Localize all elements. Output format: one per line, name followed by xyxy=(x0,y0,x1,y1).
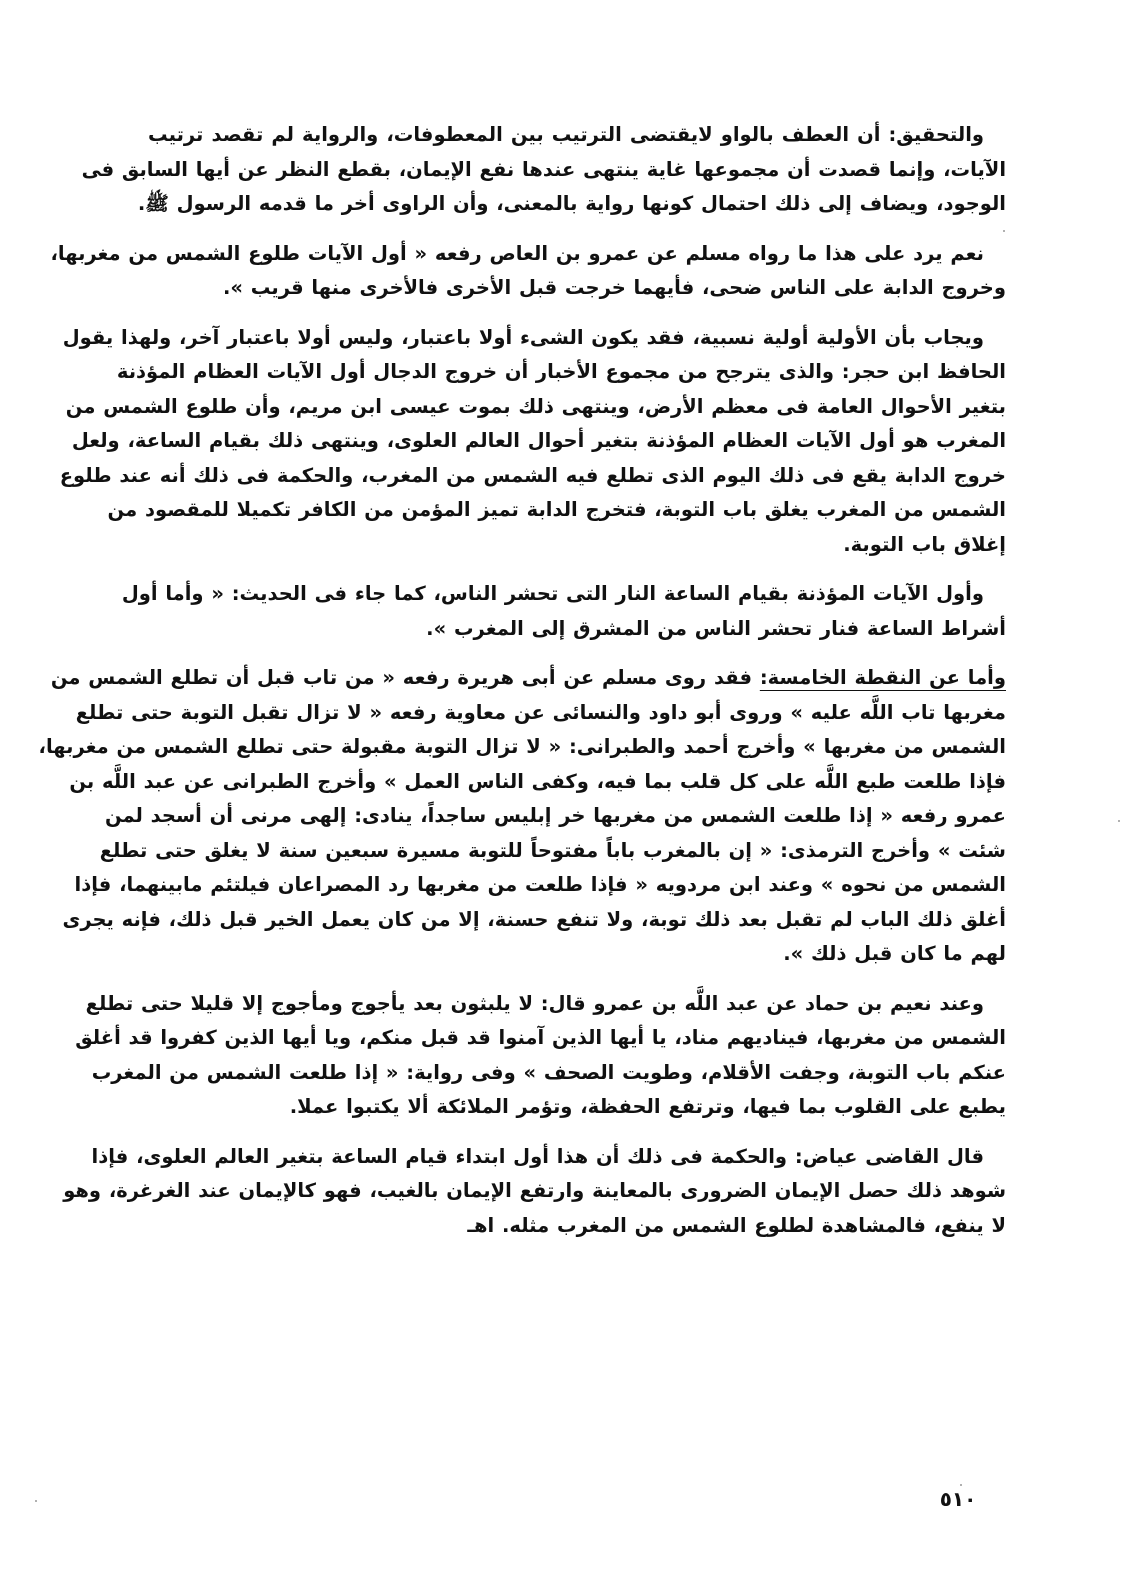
page-number: ٥١٠ xyxy=(939,1487,977,1511)
text-line: لهم ما كان قبل ذلك ». xyxy=(783,942,1006,965)
text-line: الوجود، ويضاف إلى ذلك احتمال كونها رواية بالمعنى، وأن الراوى أخر ما قدمه الرسول ﷺ. xyxy=(137,192,1006,215)
text-line: أشراط الساعة فنار تحشر الناس من المشرق إلى المغرب ». xyxy=(426,616,1006,640)
text-line: إغلاق باب التوبة. xyxy=(843,532,1006,556)
text-line: المغرب هو أول الآيات العظام المؤذنة بتغير أحوال العالم العلوى، وينتهى ذلك بقيام الساعة، ولعل xyxy=(71,429,1006,452)
text-line xyxy=(50,661,1006,696)
text-line: أغلق ذلك الباب لم تقبل بعد ذلك توبة، ولا تنفع حسنة، إلا من كان يعمل الخير قبل ذلك، فإنه يجرى xyxy=(62,907,1006,931)
scan-speck xyxy=(35,1500,37,1502)
paragraph-4 xyxy=(121,577,1006,646)
text-line: الشمس من المغرب يغلق باب التوبة، فتخرج الدابة تميز المؤمن من الكافر تكميلا للمقصود من xyxy=(107,498,1006,521)
text-line: الشمس من نحوه » وعند ابن مردويه « فإذا طلعت من مغربها رد المصراعان فيلتئم مابينهما، فإذا xyxy=(74,873,1006,896)
text-line: بتغير الأحوال العامة فى معظم الأرض، وينتهى ذلك بموت عيسى ابن مريم، وأن طلوع الشمس من xyxy=(65,394,1006,418)
paragraph-2 xyxy=(50,237,1006,306)
text-line: عمرو رفعه « إذا طلعت الشمس من مغربها خر إبليس ساجداً، ينادى: إلهى مرنى أن أسجد لمن xyxy=(104,804,1006,827)
text-line: خروج الدابة يقع فى ذلك اليوم الذى تطلع فيه الشمس من المغرب، والحكمة فى ذلك أنه عند طلوع xyxy=(59,463,1006,487)
text-line: عنكم باب التوبة، وجفت الأقلام، وطويت الصحف » وفى رواية: « إذا طلعت الشمس من المغرب xyxy=(91,1060,1006,1084)
text-line: ويجاب بأن الأولية أولية نسبية، فقد يكون الشىء أولا باعتبار، وليس أولا باعتبار آخر، ولهذا يقول xyxy=(62,325,984,349)
scan-speck xyxy=(960,1484,962,1486)
paragraph-3 xyxy=(59,321,1006,563)
text-line: قال القاضى عياض: والحكمة فى ذلك أن هذا أول ابتداء قيام الساعة بتغير العالم العلوى، فإذا xyxy=(91,1144,984,1168)
scan-speck xyxy=(1003,230,1005,232)
text-line: والتحقيق: أن العطف بالواو لايقتضى الترتيب بين المعطوفات، والرواية لم تقصد ترتيب xyxy=(148,123,984,146)
paragraph-1 xyxy=(81,118,1006,222)
paragraph-7 xyxy=(63,1140,1006,1244)
text-line: نعم يرد على هذا ما رواه مسلم عن عمرو بن العاص رفعه « أول الآيات طلوع الشمس من مغربها، xyxy=(50,241,984,265)
scan-speck xyxy=(1118,820,1120,822)
paragraph-6 xyxy=(75,987,1006,1125)
text-segment: فقد روى مسلم عن أبى هريرة رفعه « من تاب قبل أن تطلع الشمس من xyxy=(50,666,760,689)
text-line: شئت » وأخرج الترمذى: « إن بالمغرب باباً مفتوحاً للتوبة مسيرة سبعين سنة لا يغلق حتى تطلع xyxy=(99,838,1006,862)
paragraph-5 xyxy=(38,661,1006,972)
text-line: يطبع على القلوب بما فيها، وترتفع الحفظة، وتؤمر الملائكة ألا يكتبوا عملا. xyxy=(289,1095,1006,1118)
text-line: فإذا طلعت طبع اللَّه على كل قلب بما فيه، وكفى الناس العمل » وأخرج الطبرانى عن عبد اللَّه بن xyxy=(69,769,1006,793)
text-line: شوهد ذلك حصل الإيمان الضرورى بالمعاينة وارتفع الإيمان بالغيب، فهو كالإيمان عند الغرغرة، وهو xyxy=(63,1179,1006,1202)
text-line: الشمس من مغربها، فيناديهم مناد، يا أيها الذين آمنوا قد قبل منكم، ويا أيها الذين كفروا قد أغلق xyxy=(75,1026,1006,1049)
text-line: الآيات، وإنما قصدت أن مجموعها غاية ينتهى عندها نفع الإيمان، بقطع النظر عن أيها السابق فى xyxy=(81,157,1006,181)
text-line: وأول الآيات المؤذنة بقيام الساعة النار التى تحشر الناس، كما جاء فى الحديث: « وأما أول xyxy=(121,582,984,605)
section-heading-fifth-point: وأما عن النقطة الخامسة: xyxy=(759,666,1006,689)
text-line: لا ينفع، فالمشاهدة لطلوع الشمس من المغرب مثله. اهـ xyxy=(467,1213,1006,1237)
text-line: الحافظ ابن حجر: والذى يترجح من مجموع الأخبار أن خروج الدجال أول الآيات العظام المؤذنة xyxy=(116,360,1006,383)
text-line: مغربها تاب اللَّه عليه » وروى أبو داود والنسائى عن معاوية رفعه « لا تزال تقبل التوبة حتى تطلع xyxy=(75,700,1006,724)
book-page-body xyxy=(38,118,1006,1258)
text-line: وعند نعيم بن حماد عن عبد اللَّه بن عمرو قال: لا يلبثون بعد يأجوج ومأجوج إلا قليلا حتى تطلع xyxy=(85,991,984,1015)
text-line: وخروج الدابة على الناس ضحى، فأيهما خرجت قبل الأخرى فالأخرى منها قريب ». xyxy=(222,276,1006,299)
text-line: الشمس من مغربها » وأخرج أحمد والطبرانى: « لا تزال التوبة مقبولة حتى تطلع الشمس من مغربها، xyxy=(38,735,1006,758)
